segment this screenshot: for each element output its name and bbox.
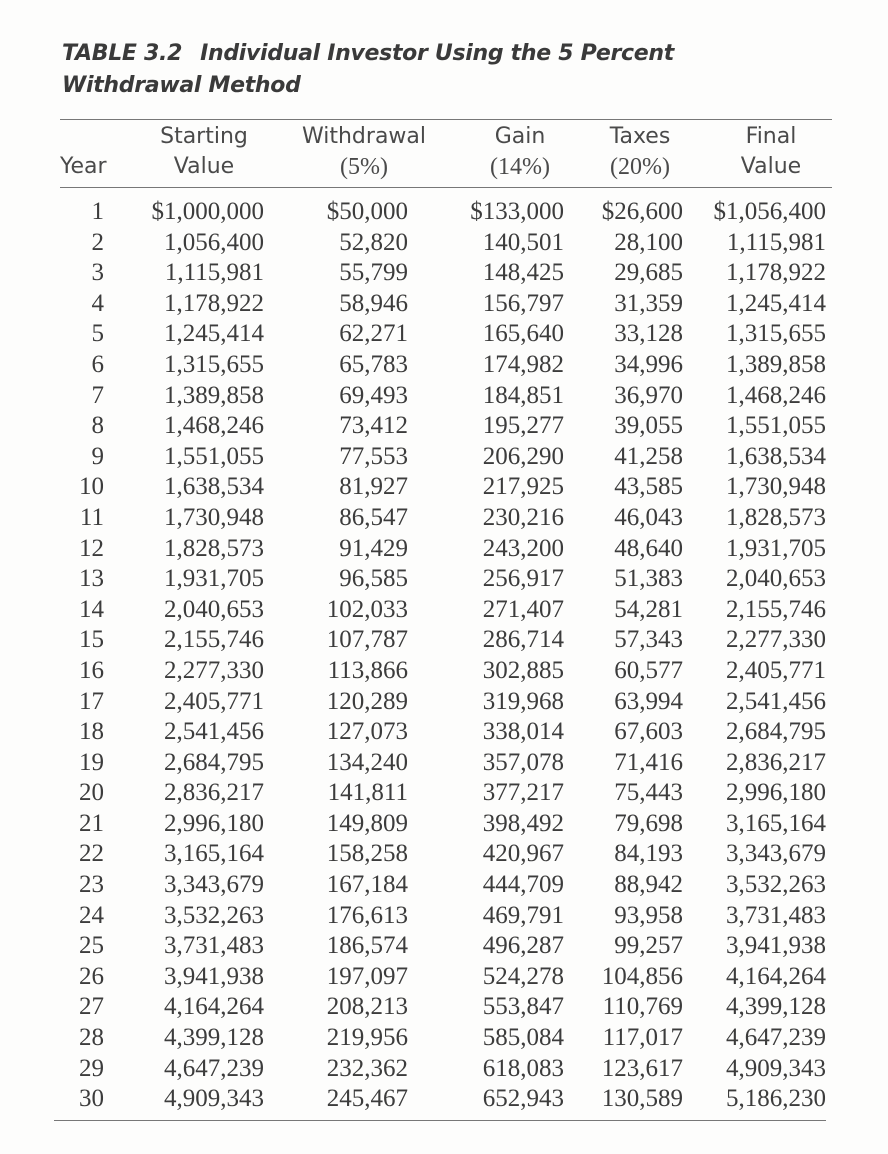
table-bottom-rule [54, 1120, 826, 1121]
cell-final-value: 3,165,164 [726, 809, 826, 837]
cell-gain: 398,492 [482, 809, 564, 837]
cell-year: 4 [91, 289, 104, 317]
cell-taxes: 48,640 [614, 534, 683, 562]
header-year: Year [60, 154, 107, 179]
cell-taxes: 99,257 [614, 932, 683, 960]
table-number: TABLE 3.2 [62, 41, 183, 66]
cell-withdrawal: 113,866 [327, 656, 408, 684]
table-row [0, 778, 888, 809]
table-row [0, 258, 888, 289]
table-row [0, 289, 888, 320]
cell-taxes: 104,856 [601, 962, 683, 990]
table-row [0, 1054, 888, 1085]
cell-taxes: 57,343 [614, 626, 683, 654]
cell-final-value: 5,186,230 [726, 1085, 826, 1113]
cell-starting-value: 2,684,795 [164, 748, 264, 776]
cell-taxes: 46,043 [614, 503, 683, 531]
cell-final-value: 1,245,414 [726, 289, 826, 317]
cell-year: 26 [79, 962, 104, 990]
cell-starting-value: 2,836,217 [164, 779, 264, 807]
cell-final-value: 2,040,653 [726, 565, 826, 593]
table-title-line-2: Withdrawal Method [62, 73, 301, 98]
cell-withdrawal: 91,429 [339, 534, 408, 562]
header-starting-value: Starting Value [160, 124, 248, 179]
cell-taxes: 34,996 [614, 350, 683, 378]
cell-starting-value: 2,405,771 [164, 687, 264, 715]
cell-year: 14 [79, 595, 104, 623]
table-title-line-1: Individual Investor Using the 5 Percent [200, 41, 674, 66]
cell-withdrawal: 65,783 [339, 350, 408, 378]
table-row [0, 534, 888, 565]
cell-withdrawal: 77,553 [339, 442, 408, 470]
cell-starting-value: 1,638,534 [164, 473, 264, 501]
cell-year: 18 [79, 718, 104, 746]
cell-final-value: 1,315,655 [726, 320, 826, 348]
cell-taxes: 71,416 [614, 748, 683, 776]
cell-gain: 444,709 [482, 871, 564, 899]
table-row [0, 901, 888, 932]
cell-gain: 286,714 [482, 626, 564, 654]
cell-gain: 496,287 [482, 932, 564, 960]
table-row [0, 656, 888, 687]
table-header [0, 122, 888, 186]
cell-year: 19 [79, 748, 104, 776]
cell-taxes: 84,193 [614, 840, 683, 868]
cell-gain: 256,917 [482, 565, 564, 593]
cell-taxes: 117,017 [602, 1024, 683, 1052]
cell-starting-value: 2,040,653 [164, 595, 264, 623]
cell-withdrawal: 245,467 [326, 1085, 408, 1113]
table-row [0, 381, 888, 412]
cell-withdrawal: 208,213 [326, 993, 408, 1021]
cell-gain: 174,982 [482, 350, 564, 378]
cell-final-value: 1,468,246 [726, 381, 826, 409]
cell-year: 28 [79, 1024, 104, 1052]
header-final-value: Final Value [740, 124, 802, 179]
cell-final-value: 2,684,795 [726, 718, 826, 746]
cell-withdrawal: 127,073 [326, 718, 408, 746]
cell-starting-value: $1,000,000 [151, 198, 264, 225]
cell-gain: 165,640 [482, 320, 564, 348]
cell-starting-value: 4,164,264 [164, 993, 264, 1021]
table-row [0, 472, 888, 503]
cell-gain: 618,083 [482, 1054, 564, 1082]
cell-taxes: 39,055 [614, 412, 683, 440]
cell-final-value: 1,551,055 [726, 412, 826, 440]
cell-year: 1 [91, 198, 104, 225]
cell-gain: 524,278 [482, 962, 564, 990]
cell-year: 10 [79, 473, 104, 501]
cell-withdrawal: 58,946 [339, 289, 408, 317]
cell-gain: 206,290 [482, 442, 564, 470]
table-row [0, 717, 888, 748]
cell-withdrawal: 134,240 [326, 748, 408, 776]
cell-gain: 184,851 [482, 381, 564, 409]
cell-taxes: $26,600 [601, 198, 683, 225]
cell-withdrawal: 73,412 [339, 412, 408, 440]
table-row [0, 319, 888, 350]
cell-year: 7 [91, 381, 104, 409]
cell-final-value: 3,731,483 [726, 901, 826, 929]
table-row [0, 962, 888, 993]
table-row [0, 992, 888, 1023]
cell-withdrawal: 176,613 [326, 901, 408, 929]
cell-year: 20 [79, 779, 104, 807]
table-row [0, 839, 888, 870]
cell-gain: 469,791 [482, 901, 564, 929]
cell-starting-value: 3,343,679 [164, 871, 264, 899]
table-row [0, 748, 888, 779]
cell-withdrawal: 141,811 [327, 779, 408, 807]
cell-starting-value: 1,115,981 [164, 259, 264, 287]
cell-taxes: 31,359 [614, 289, 683, 317]
cell-gain: 148,425 [482, 259, 564, 287]
cell-starting-value: 2,541,456 [164, 718, 264, 746]
table-row [0, 687, 888, 718]
cell-starting-value: 1,730,948 [164, 503, 264, 531]
table-row [0, 595, 888, 626]
cell-final-value: 2,277,330 [726, 626, 826, 654]
table-row [0, 625, 888, 656]
cell-taxes: 130,589 [601, 1085, 683, 1113]
cell-withdrawal: 219,956 [326, 1024, 408, 1052]
cell-gain: 377,217 [482, 779, 564, 807]
cell-starting-value: 1,931,705 [164, 565, 264, 593]
cell-final-value: 2,996,180 [726, 779, 826, 807]
table-header-rule [60, 187, 832, 188]
cell-final-value: 3,532,263 [726, 871, 826, 899]
cell-withdrawal: $50,000 [326, 198, 408, 225]
cell-final-value: 3,941,938 [726, 932, 826, 960]
cell-final-value: 1,638,534 [726, 442, 826, 470]
table-row [0, 350, 888, 381]
cell-final-value: 4,647,239 [726, 1024, 826, 1052]
table-row [0, 411, 888, 442]
cell-taxes: 36,970 [614, 381, 683, 409]
cell-withdrawal: 149,809 [326, 809, 408, 837]
table-row [0, 228, 888, 259]
cell-year: 25 [79, 932, 104, 960]
cell-withdrawal: 69,493 [339, 381, 408, 409]
cell-year: 16 [79, 656, 104, 684]
cell-taxes: 28,100 [614, 228, 683, 256]
cell-taxes: 88,942 [614, 871, 683, 899]
cell-year: 15 [79, 626, 104, 654]
cell-starting-value: 2,277,330 [164, 656, 264, 684]
cell-final-value: 2,405,771 [726, 656, 826, 684]
cell-withdrawal: 102,033 [326, 595, 408, 623]
cell-year: 2 [91, 228, 104, 256]
cell-starting-value: 1,245,414 [164, 320, 264, 348]
cell-gain: 243,200 [482, 534, 564, 562]
cell-withdrawal: 86,547 [339, 503, 408, 531]
cell-starting-value: 1,828,573 [164, 534, 264, 562]
cell-withdrawal: 186,574 [326, 932, 408, 960]
table-row [0, 870, 888, 901]
table-row [0, 1023, 888, 1054]
cell-withdrawal: 107,787 [326, 626, 408, 654]
table-row [0, 1084, 888, 1115]
cell-withdrawal: 158,258 [326, 840, 408, 868]
table-row [0, 442, 888, 473]
table-caption [62, 38, 762, 102]
cell-withdrawal: 55,799 [339, 259, 408, 287]
cell-starting-value: 2,996,180 [164, 809, 264, 837]
header-withdrawal: Withdrawal (5%) [301, 124, 427, 180]
table-body [0, 197, 888, 1115]
table-row [0, 503, 888, 534]
cell-gain: 140,501 [482, 228, 564, 256]
table-top-rule [60, 119, 832, 120]
cell-gain: 652,943 [482, 1085, 564, 1113]
cell-taxes: 110,769 [602, 993, 683, 1021]
cell-starting-value: 3,165,164 [164, 840, 264, 868]
cell-taxes: 41,258 [614, 442, 683, 470]
table-row [0, 197, 888, 228]
cell-year: 5 [91, 320, 104, 348]
cell-year: 11 [79, 503, 104, 531]
cell-withdrawal: 167,184 [326, 871, 408, 899]
cell-taxes: 63,994 [614, 687, 683, 715]
cell-gain: 195,277 [482, 412, 564, 440]
cell-starting-value: 4,399,128 [164, 1024, 264, 1052]
cell-final-value: $1,056,400 [713, 198, 826, 225]
cell-withdrawal: 96,585 [339, 565, 408, 593]
header-gain: Gain (14%) [490, 124, 550, 180]
cell-final-value: 2,155,746 [726, 595, 826, 623]
cell-year: 9 [91, 442, 104, 470]
cell-withdrawal: 120,289 [326, 687, 408, 715]
cell-taxes: 60,577 [614, 656, 683, 684]
cell-year: 30 [79, 1085, 104, 1113]
cell-year: 24 [79, 901, 104, 929]
cell-withdrawal: 52,820 [339, 228, 408, 256]
cell-starting-value: 1,551,055 [164, 442, 264, 470]
cell-taxes: 29,685 [614, 259, 683, 287]
cell-year: 23 [79, 871, 104, 899]
cell-gain: 230,216 [482, 503, 564, 531]
cell-taxes: 43,585 [614, 473, 683, 501]
cell-year: 27 [79, 993, 104, 1021]
cell-withdrawal: 232,362 [326, 1054, 408, 1082]
cell-starting-value: 1,389,858 [164, 381, 264, 409]
cell-final-value: 1,730,948 [726, 473, 826, 501]
cell-starting-value: 4,909,343 [164, 1085, 264, 1113]
cell-final-value: 1,828,573 [726, 503, 826, 531]
cell-year: 22 [79, 840, 104, 868]
table-row [0, 809, 888, 840]
table-row [0, 931, 888, 962]
cell-withdrawal: 197,097 [326, 962, 408, 990]
cell-starting-value: 3,532,263 [164, 901, 264, 929]
cell-taxes: 75,443 [614, 779, 683, 807]
cell-taxes: 67,603 [614, 718, 683, 746]
cell-final-value: 1,389,858 [726, 350, 826, 378]
cell-final-value: 1,178,922 [726, 259, 826, 287]
cell-year: 8 [91, 412, 104, 440]
cell-gain: 357,078 [482, 748, 564, 776]
cell-gain: 271,407 [482, 595, 564, 623]
cell-gain: 319,968 [482, 687, 564, 715]
cell-final-value: 3,343,679 [726, 840, 826, 868]
cell-gain: 302,885 [482, 656, 564, 684]
cell-year: 29 [79, 1054, 104, 1082]
cell-gain: 217,925 [482, 473, 564, 501]
cell-gain: 338,014 [482, 718, 564, 746]
cell-gain: 420,967 [482, 840, 564, 868]
cell-year: 12 [79, 534, 104, 562]
cell-year: 21 [79, 809, 104, 837]
table-row [0, 564, 888, 595]
cell-gain: 156,797 [482, 289, 564, 317]
cell-starting-value: 1,178,922 [164, 289, 264, 317]
header-taxes: Taxes (20%) [609, 124, 671, 180]
cell-final-value: 1,931,705 [726, 534, 826, 562]
cell-final-value: 4,164,264 [726, 962, 826, 990]
cell-final-value: 4,399,128 [726, 993, 826, 1021]
cell-gain: 585,084 [482, 1024, 564, 1052]
cell-year: 17 [79, 687, 104, 715]
cell-taxes: 51,383 [614, 565, 683, 593]
cell-final-value: 2,836,217 [726, 748, 826, 776]
cell-taxes: 33,128 [614, 320, 683, 348]
cell-starting-value: 1,468,246 [164, 412, 264, 440]
cell-final-value: 2,541,456 [726, 687, 826, 715]
cell-final-value: 4,909,343 [726, 1054, 826, 1082]
cell-gain: $133,000 [470, 198, 564, 225]
cell-taxes: 54,281 [614, 595, 683, 623]
cell-taxes: 79,698 [614, 809, 683, 837]
cell-taxes: 93,958 [614, 901, 683, 929]
cell-starting-value: 3,731,483 [164, 932, 264, 960]
cell-final-value: 1,115,981 [726, 228, 826, 256]
cell-starting-value: 4,647,239 [164, 1054, 264, 1082]
cell-starting-value: 2,155,746 [164, 626, 264, 654]
cell-starting-value: 3,941,938 [164, 962, 264, 990]
cell-withdrawal: 81,927 [339, 473, 408, 501]
cell-year: 13 [79, 565, 104, 593]
cell-year: 3 [91, 259, 104, 287]
cell-year: 6 [91, 350, 104, 378]
cell-starting-value: 1,315,655 [164, 350, 264, 378]
cell-withdrawal: 62,271 [339, 320, 408, 348]
cell-starting-value: 1,056,400 [164, 228, 264, 256]
cell-taxes: 123,617 [601, 1054, 683, 1082]
cell-gain: 553,847 [482, 993, 564, 1021]
